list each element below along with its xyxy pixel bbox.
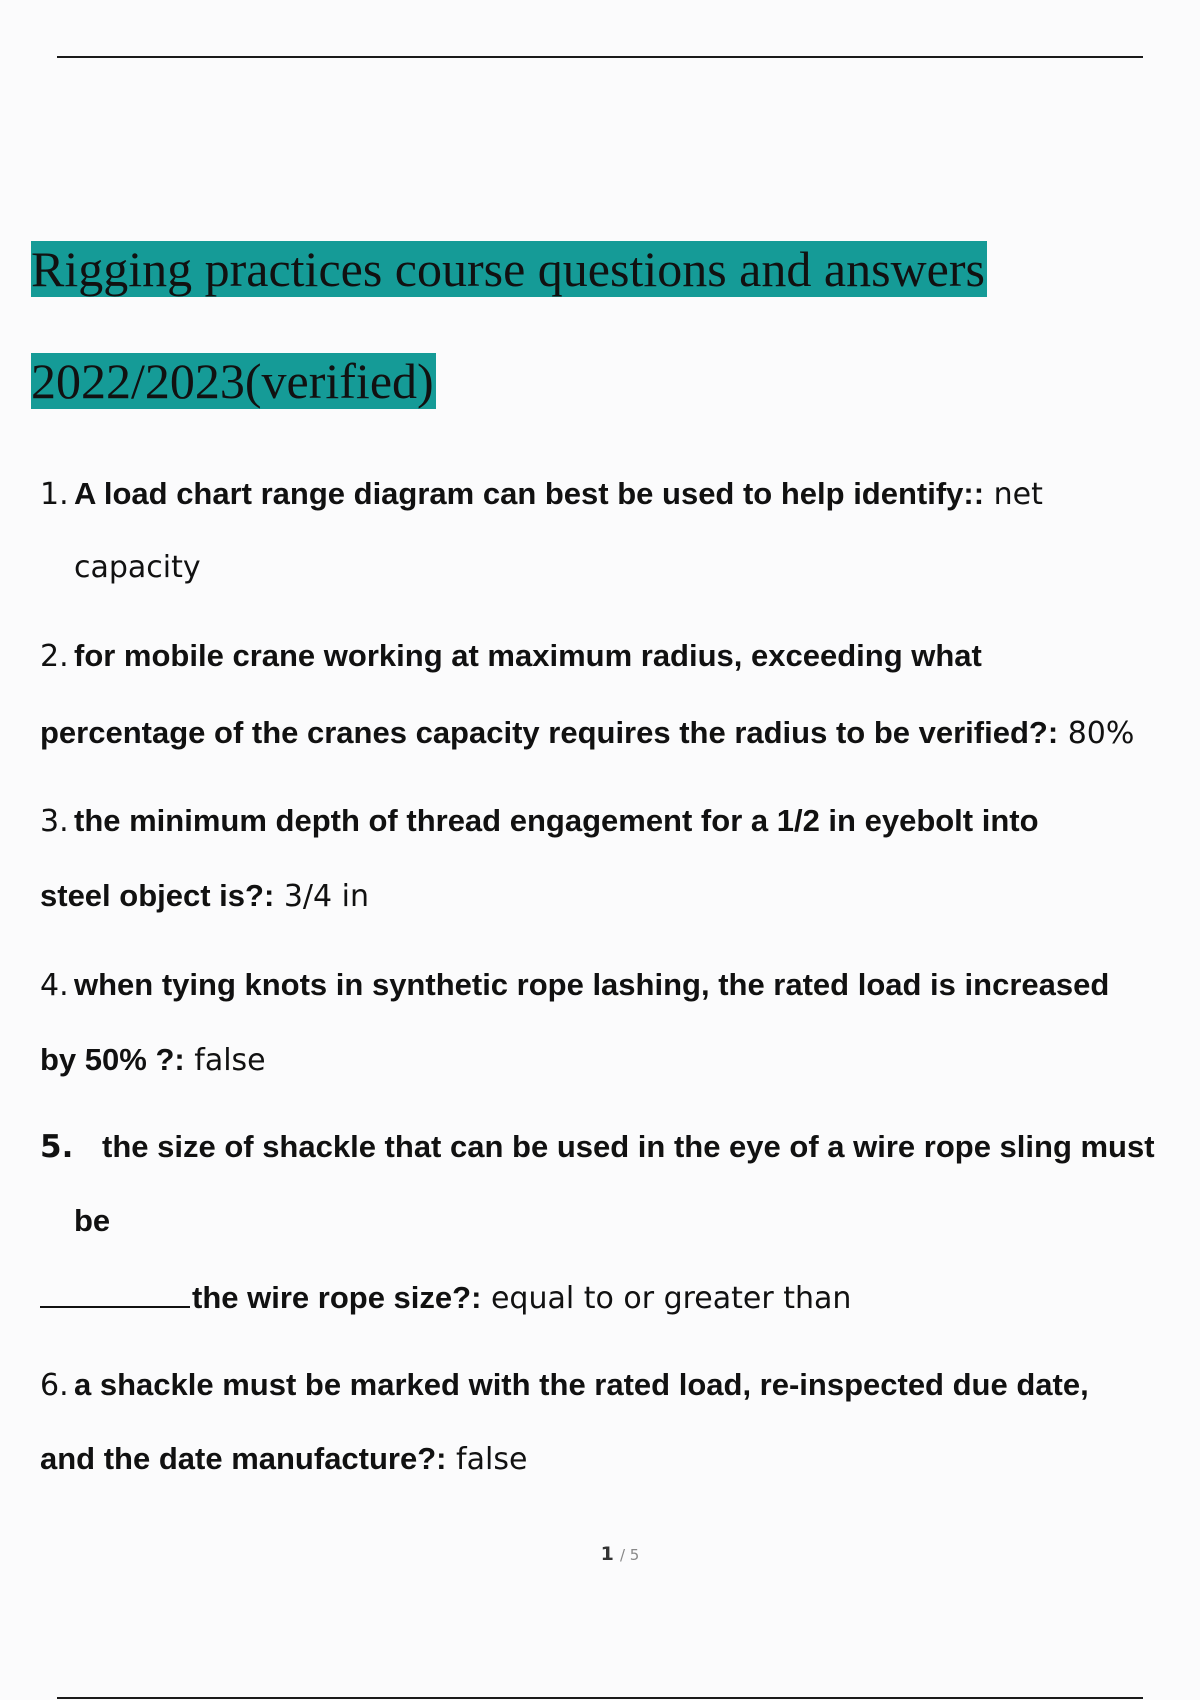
question-5-line-3	[40, 1278, 851, 1317]
top-divider	[57, 56, 1143, 58]
page-indicator	[0, 1543, 1200, 1565]
question-1-answer: net	[984, 477, 1043, 512]
question-4-text: when tying knots in synthetic rope lashing, the rated load is increased	[74, 967, 1110, 1002]
question-6-line-2	[40, 1441, 527, 1478]
document-title-line-1: Rigging practices course questions and answers	[31, 241, 985, 297]
question-2-line-1	[40, 638, 982, 675]
question-1-line-2	[74, 550, 201, 586]
question-6-answer: false	[446, 1442, 528, 1477]
question-1-line-1	[40, 476, 1043, 513]
question-5-answer: equal to or greater than	[481, 1281, 852, 1316]
question-5-line-1	[40, 1129, 1155, 1166]
page-current: 1	[600, 1543, 614, 1565]
question-5-text: the size of shackle that can be used in the eye of a wire rope sling must	[102, 1129, 1155, 1164]
question-5-number: 5.	[40, 1129, 74, 1165]
question-1-text: A load chart range diagram can best be used to help identify::	[74, 476, 985, 511]
question-2-text-continued: percentage of the cranes capacity requires the radius to be verified?:	[40, 715, 1059, 750]
question-5-text-end: the wire rope size?:	[192, 1280, 482, 1315]
page-total: / 5	[619, 1546, 640, 1564]
question-2-number: 2.	[40, 639, 69, 674]
fill-in-blank	[40, 1278, 190, 1308]
question-2-answer: 80%	[1058, 716, 1135, 751]
question-3-number: 3.	[40, 804, 69, 839]
question-6-text-continued: and the date manufacture?:	[40, 1441, 447, 1476]
question-6-text: a shackle must be marked with the rated load, re-inspected due date,	[74, 1367, 1089, 1402]
document-title-line-2: 2022/2023(verified)	[31, 353, 434, 409]
question-4-line-1	[40, 967, 1109, 1004]
question-1-answer-continued: capacity	[74, 550, 201, 585]
question-1-number: 1.	[40, 477, 69, 512]
question-4-number: 4.	[40, 968, 69, 1003]
question-4-line-2	[40, 1042, 266, 1079]
question-6-number: 6.	[40, 1368, 69, 1403]
question-3-text: the minimum depth of thread engagement for a 1/2 in eyebolt into	[74, 803, 1039, 838]
question-2-line-2	[40, 715, 1134, 752]
question-2-text: for mobile crane working at maximum radius, exceeding what	[74, 638, 982, 673]
bottom-divider	[57, 1697, 1143, 1699]
question-4-text-continued: by 50% ?:	[40, 1042, 185, 1077]
question-6-line-1	[40, 1367, 1089, 1404]
question-5-line-2	[74, 1203, 110, 1240]
question-4-answer: false	[184, 1043, 266, 1078]
question-3-line-1	[40, 803, 1039, 840]
question-3-text-continued: steel object is?:	[40, 878, 275, 913]
question-3-answer: 3/4 in	[274, 879, 369, 914]
question-3-line-2	[40, 878, 369, 915]
question-5-text-continued: be	[74, 1203, 111, 1238]
